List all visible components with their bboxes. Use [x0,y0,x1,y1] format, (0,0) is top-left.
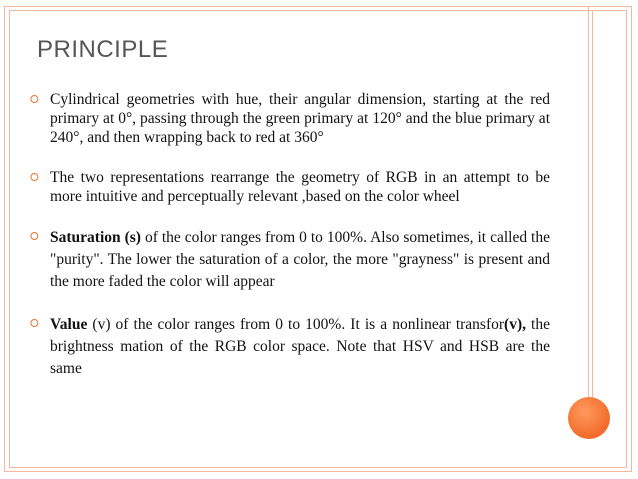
bullet-item [30,168,550,206]
bullet-bold-lead: Saturation (s) [50,229,141,246]
bullet-text: The two representations rearrange the geometry of RGB in an attempt to be more intuitive and perceptually relevant ,based on the color wheel [50,169,550,205]
bullet-icon: ⭘ [30,171,39,184]
bullet-body: the brightness mation of the RGB color space. Note that HSV and HSB are the same [50,316,550,377]
bullet-bold-mid: (v), [504,316,526,333]
bullet-item [30,227,550,293]
bullet-item [30,314,550,380]
bullet-text [50,314,550,380]
decorative-vertical-line [588,6,589,400]
bullet-icon: ⭘ [30,317,39,330]
slide-title: PRINCIPLE [37,36,169,63]
bullet-icon: ⭘ [30,93,39,106]
bullet-list [30,90,550,401]
bullet-item [30,90,550,147]
accent-circle-icon [568,397,610,439]
bullet-bold-lead: Value [50,316,88,333]
bullet-icon: ⭘ [30,230,39,243]
bullet-body: (v) of the color ranges from 0 to 100%. It is a nonlinear transfor [87,316,505,333]
bullet-text: Cylindrical geometries with hue, their angular dimension, starting at the red primary at 0°, passing through the green primary at 120° and the blue primary at 240°, and then wrapping back to red at 360° [50,91,550,146]
decorative-vertical-line-inner [592,10,593,400]
bullet-body: of the color ranges from 0 to 100%. Also sometimes, it called the "purity". The lower the saturation of a color, the more "grayness" is present and the more faded the color will appear [50,229,550,290]
bullet-text [50,227,550,293]
